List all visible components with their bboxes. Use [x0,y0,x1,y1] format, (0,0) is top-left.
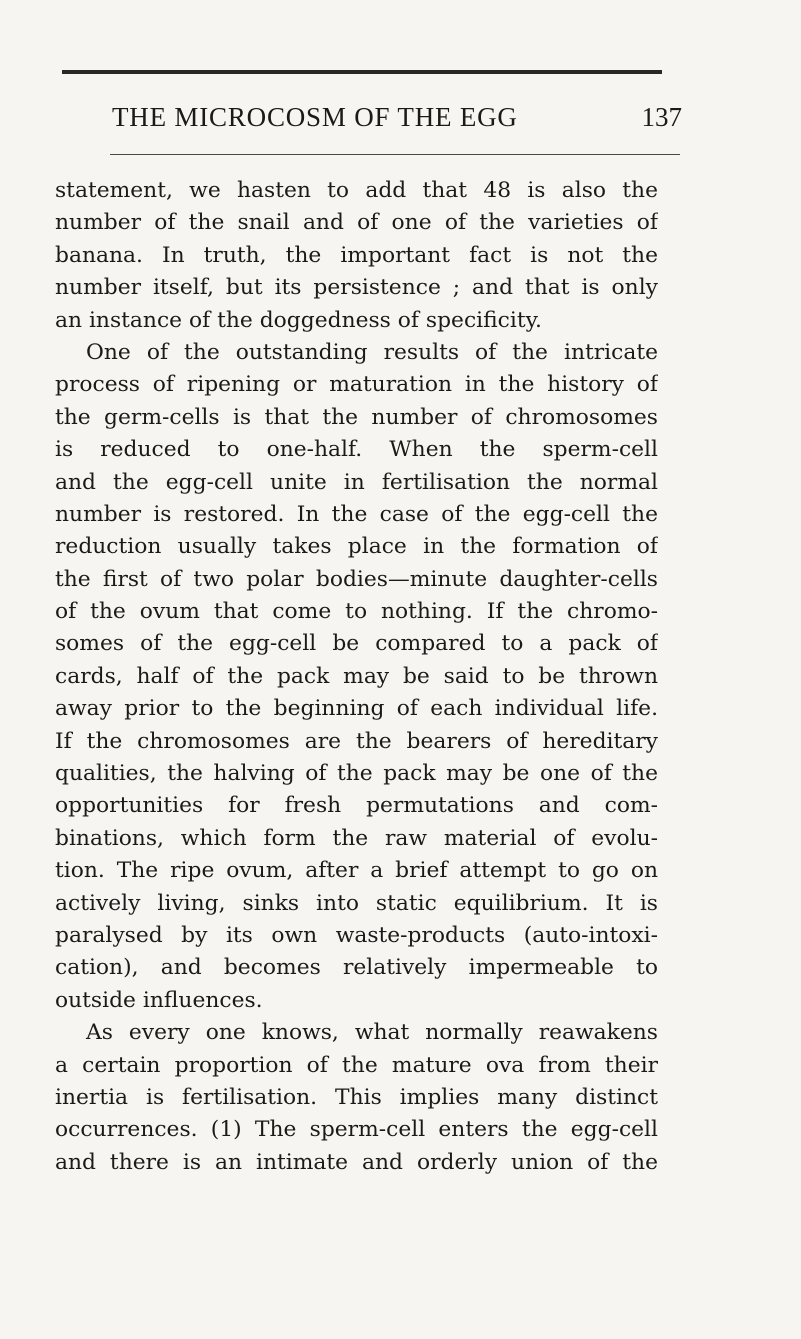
body-text [55,175,658,1179]
text-line: binations, which form the raw material of evolu- [55,825,658,851]
header-rule [110,154,680,155]
text-line: inertia is fertilisation. This implies many distinct [55,1084,658,1110]
text-line: outside influences. [55,987,263,1013]
text-line: One of the outstanding results of the intricate [86,339,658,365]
text-line: number is restored. In the case of the egg-cell the [55,501,658,527]
text-line: process of ripening or maturation in the history of [55,372,658,398]
text-line: an instance of the doggedness of specificity. [55,307,542,333]
top-border-rule [62,70,662,74]
text-line: occurrences. (1) The sperm-cell enters the egg-cell [55,1117,658,1143]
text-line: cation), and becomes relatively impermeable to [55,955,658,981]
page-number: 137 [641,102,682,132]
text-line: somes of the egg-cell be compared to a pack of [55,631,658,657]
text-line: paralysed by its own waste-products (auto-intoxi- [55,922,658,948]
text-line: reduction usually takes place in the formation of [55,534,658,560]
text-line: a certain proportion of the mature ova from their [55,1052,658,1078]
running-head: THE MICROCOSM OF THE EGG [112,102,518,132]
text-line: If the chromosomes are the bearers of hereditary [55,728,658,754]
text-line: banana. In truth, the important fact is not the [55,242,658,268]
text-line: cards, half of the pack may be said to be thrown [55,663,658,689]
text-line: opportunities for fresh permutations and com- [55,793,658,819]
text-line: tion. The ripe ovum, after a brief attempt to go on [55,858,658,884]
text-line: actively living, sinks into static equilibrium. It is [55,890,658,916]
text-line: the first of two polar bodies—minute daughter-cells [55,566,658,592]
text-line: the germ-cells is that the number of chromosomes [55,404,658,430]
text-line: number itself, but its persistence ; and that is only [55,275,658,301]
text-line: and the egg-cell unite in fertilisation the normal [55,469,658,495]
text-line: is reduced to one-half. When the sperm-cell [55,437,658,463]
page-header [112,100,682,142]
text-line: number of the snail and of one of the varieties of [55,210,658,236]
text-line: and there is an intimate and orderly union of the [55,1149,658,1175]
text-line: qualities, the halving of the pack may be one of the [55,761,658,787]
text-line: of the ovum that come to nothing. If the chromo- [55,599,658,625]
text-line: As every one knows, what normally reawakens [86,1020,658,1046]
text-line: statement, we hasten to add that 48 is also the [55,178,658,203]
text-line: away prior to the beginning of each individual life. [55,696,658,722]
